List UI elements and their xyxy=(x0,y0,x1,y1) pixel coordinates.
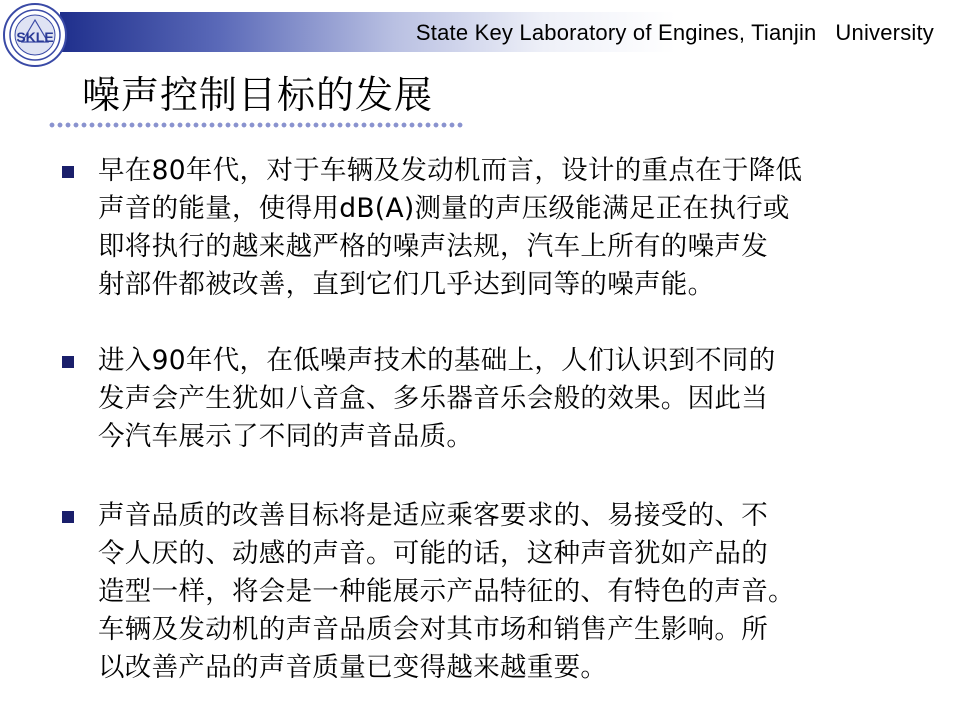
bullet-line: 声音的能量，使得用dB(A)测量的声压级能满足正在执行或 xyxy=(98,193,790,224)
bullet-square-icon xyxy=(62,166,74,178)
bullet-line: 早在80年代，对于车辆及发动机而言，设计的重点在于降低 xyxy=(98,155,803,186)
bullet-line: 声音品质的改善目标将是适应乘客要求的、易接受的、不 xyxy=(98,500,768,531)
title-divider xyxy=(48,122,464,128)
bullet-line: 造型一样，将会是一种能展示产品特征的、有特色的声音。 xyxy=(98,576,795,607)
bullet-square-icon xyxy=(62,511,74,523)
bullet-line: 令人厌的、动感的声音。可能的话，这种声音犹如产品的 xyxy=(98,538,768,569)
bullet-line: 车辆及发动机的声音品质会对其市场和销售产生影响。所 xyxy=(98,614,768,645)
bullet-line: 以改善产品的声音质量已变得越来越重要。 xyxy=(98,652,608,683)
bullet-square-icon xyxy=(62,356,74,368)
logo-text: SKLE xyxy=(16,29,54,45)
bullet-line: 即将执行的越来越严格的噪声法规，汽车上所有的噪声发 xyxy=(98,231,768,262)
bullet-line: 进入90年代，在低噪声技术的基础上，人们认识到不同的 xyxy=(98,345,776,376)
bullet-text xyxy=(98,152,938,304)
header-lab-name: State Key Laboratory of Engines, Tianjin University xyxy=(415,20,934,45)
slide-title: 噪声控制目标的发展 xyxy=(82,73,434,117)
bullet-line: 射部件都被改善，直到它们几乎达到同等的噪声能。 xyxy=(98,269,715,300)
bullet-text xyxy=(98,497,938,687)
bullet-line: 发声会产生犹如八音盒、多乐器音乐会般的效果。因此当 xyxy=(98,383,768,414)
university-logo-icon xyxy=(2,2,68,68)
bullet-line: 今汽车展示了不同的声音品质。 xyxy=(98,421,474,452)
bullet-text xyxy=(98,342,938,456)
